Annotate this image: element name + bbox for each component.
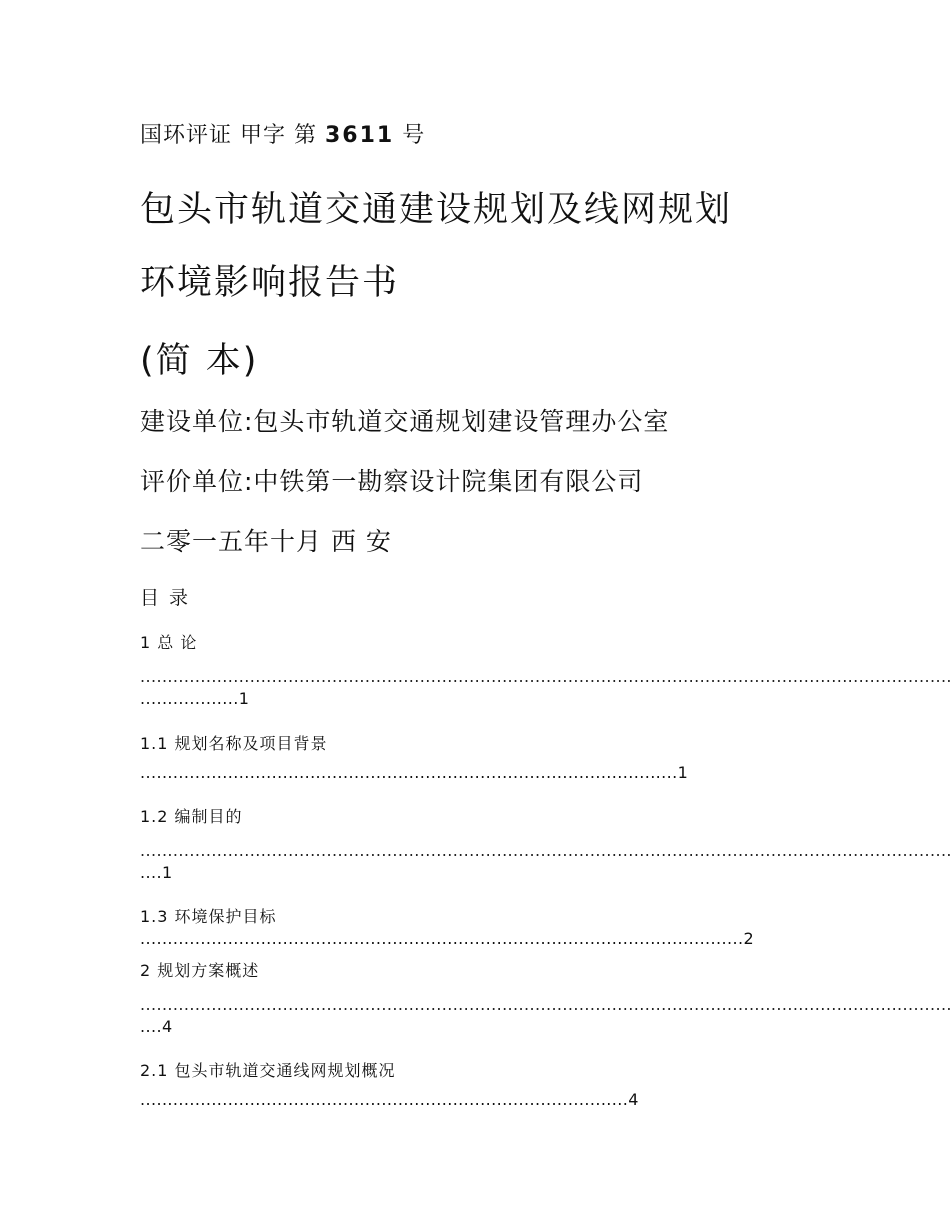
toc-entry[interactable] — [140, 804, 952, 882]
toc-heading: 目 录 — [140, 587, 191, 609]
report-title-line-1: 包头市轨道交通建设规划及线网规划 — [140, 190, 733, 230]
toc-entry-label: 1.1 规划名称及项目背景 — [140, 734, 328, 753]
toc-leader-end: ....1 — [140, 863, 173, 882]
toc-entry[interactable] — [140, 1058, 810, 1109]
toc-entry-page: 2 — [743, 929, 755, 948]
date-place: 二零一五年十月 西 安 — [140, 527, 392, 556]
toc-entry-page: 4 — [628, 1090, 639, 1109]
toc-leader-end: ..............................................................................................................2 — [140, 929, 755, 948]
toc-entry-label: 1 总 论 — [140, 633, 198, 652]
report-edition: (简 本) — [140, 341, 259, 381]
evaluation-unit: 评价单位:中铁第一勘察设计院集团有限公司 — [140, 467, 644, 496]
toc-entry-page: 1 — [677, 763, 689, 782]
toc-leader: .................................................................................................................................................... — [140, 667, 952, 686]
toc-entry-label: 1.3 环境保护目标 — [140, 907, 277, 926]
toc-entry-label: 2 规划方案概述 — [140, 961, 260, 980]
toc-entry-page: 1 — [161, 863, 173, 882]
certificate-number: 3611 — [324, 123, 395, 148]
toc-leader-end: ....4 — [140, 1017, 173, 1036]
certificate-suffix: 号 — [394, 123, 426, 148]
certificate-line — [140, 118, 425, 149]
toc-leader: .................................................................................................................................................... — [140, 841, 952, 860]
toc-entry[interactable] — [140, 904, 810, 948]
construction-unit: 建设单位:包头市轨道交通规划建设管理办公室 — [140, 407, 670, 436]
certificate-prefix: 国环评证 甲字 第 — [140, 123, 325, 148]
toc-entry-label: 2.1 包头市轨道交通线网规划概况 — [140, 1061, 396, 1080]
toc-leader-end: ..................................................................................................1 — [140, 763, 689, 782]
toc-leader: .................................................................................................................................................... — [140, 995, 952, 1014]
report-title-line-2: 环境影响报告书 — [140, 263, 400, 303]
toc-entry-page: 1 — [238, 689, 250, 708]
toc-entry[interactable] — [140, 731, 810, 782]
toc-leader-end: .........................................................................................4 — [140, 1090, 639, 1109]
toc-entry-page: 4 — [161, 1017, 173, 1036]
toc-entry-label: 1.2 编制目的 — [140, 807, 243, 826]
toc-entry[interactable] — [140, 958, 952, 1036]
toc-leader-end: ..................1 — [140, 689, 250, 708]
toc-entry[interactable] — [140, 630, 952, 708]
